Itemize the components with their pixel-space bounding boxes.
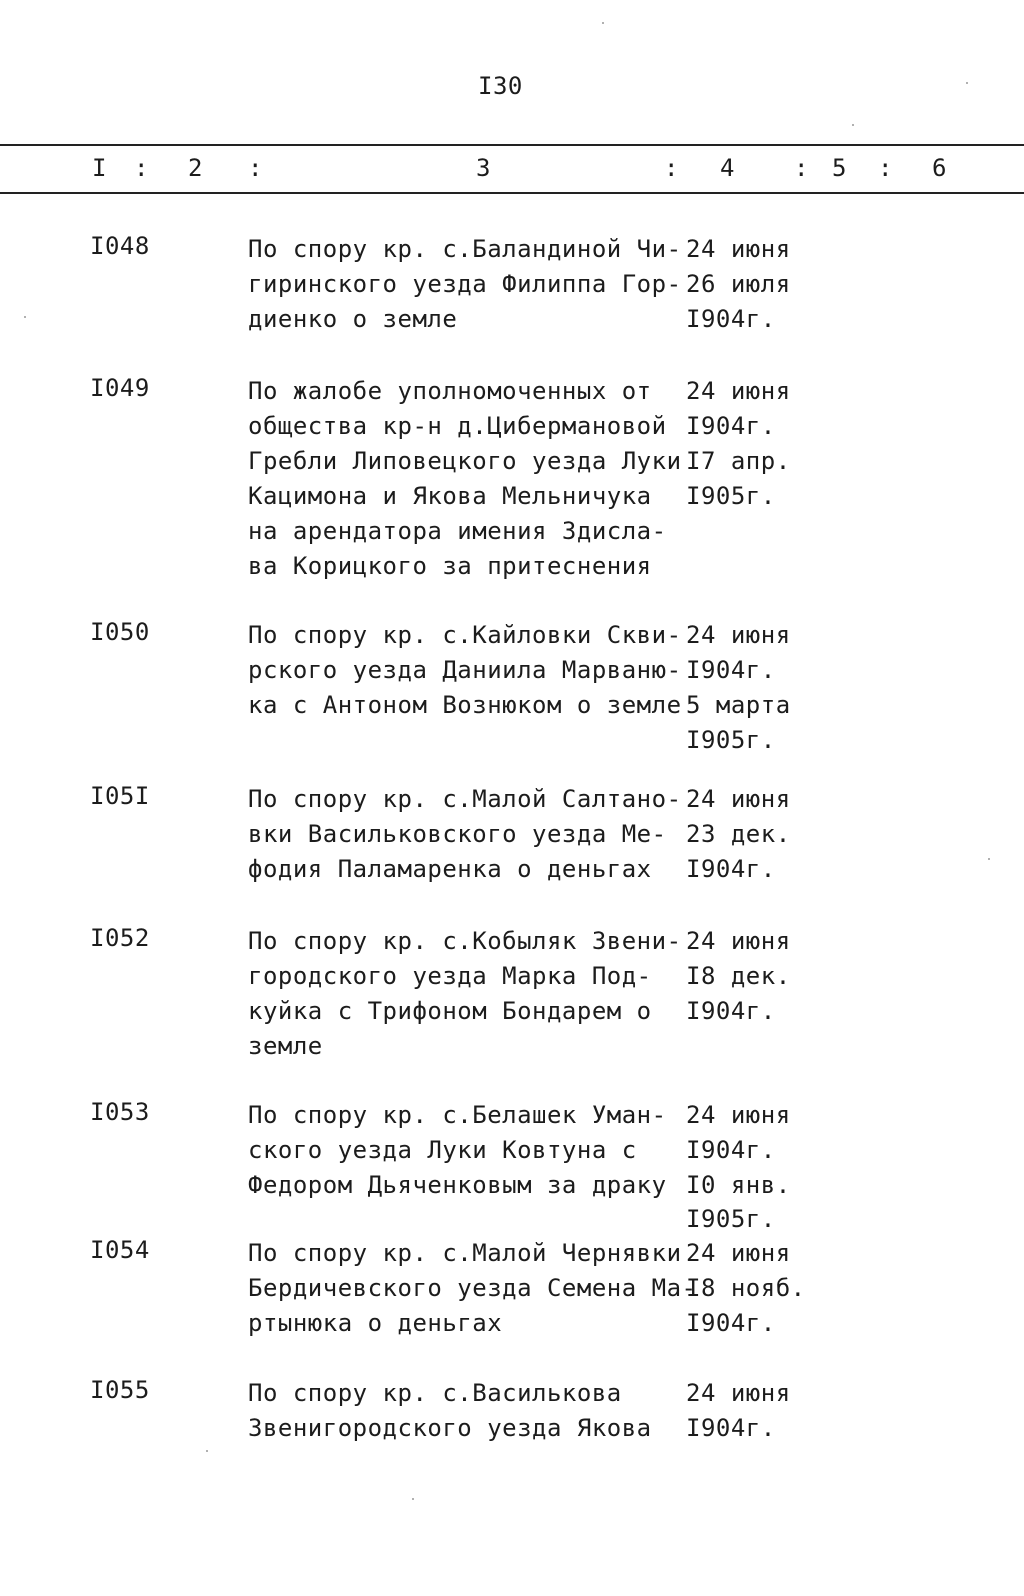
description-line: По спору кр. с.Кайловки Скви-	[248, 621, 682, 649]
date-line: I905г.	[686, 726, 776, 754]
entry-dates	[686, 782, 846, 887]
date-line: 24 июня	[686, 927, 791, 955]
description-line: По жалобе уполномоченных от	[248, 377, 652, 405]
column-separator: :	[664, 154, 679, 182]
description-line: По спору кр. с.Баландиной Чи-	[248, 235, 682, 263]
column-separator: :	[248, 154, 263, 182]
date-line: I904г.	[686, 1414, 776, 1442]
description-line: По спору кр. с.Белашек Уман-	[248, 1101, 667, 1129]
date-line: 24 июня	[686, 785, 791, 813]
date-line: I8 дек.	[686, 962, 791, 990]
scan-speck	[24, 316, 26, 318]
column-separator: :	[134, 154, 149, 182]
date-line: I904г.	[686, 855, 776, 883]
description-line: диенко о земле	[248, 305, 458, 333]
page-number: I30	[478, 72, 523, 100]
description-line: вки Васильковского уезда Ме-	[248, 820, 667, 848]
entry-dates	[686, 1236, 846, 1341]
description-line: земле	[248, 1032, 323, 1060]
date-line: 5 марта	[686, 691, 791, 719]
date-line: I904г.	[686, 1136, 776, 1164]
date-line: I904г.	[686, 1309, 776, 1337]
description-line: Кацимона и Якова Мельничука	[248, 482, 652, 510]
description-line: ва Корицкого за притеснения	[248, 552, 652, 580]
entry-dates	[686, 618, 846, 758]
column-header-4: 4	[720, 154, 735, 182]
date-line: I904г.	[686, 412, 776, 440]
description-line: на арендатора имения Здисла-	[248, 517, 667, 545]
entry-number: I049	[90, 374, 150, 402]
date-line: I905г.	[686, 1205, 776, 1233]
entry-dates	[686, 924, 846, 1029]
entry-dates	[686, 232, 846, 337]
column-header-2: 2	[188, 154, 203, 182]
scan-speck	[988, 858, 990, 860]
description-line: По спору кр. с.Малой Салтано-	[248, 785, 682, 813]
entry-number: I050	[90, 618, 150, 646]
date-line: I905г.	[686, 482, 776, 510]
entry-dates	[686, 1098, 846, 1235]
description-line: общества кр-н д.Цибермановой	[248, 412, 667, 440]
description-line: куйка с Трифоном Бондарем о	[248, 997, 652, 1025]
date-line: 24 июня	[686, 1101, 791, 1129]
entry-dates	[686, 1376, 846, 1446]
date-line: I7 апр.	[686, 447, 791, 475]
date-line: I0 янв.	[686, 1171, 791, 1199]
description-line: гиринского уезда Филиппа Гор-	[248, 270, 682, 298]
date-line: 26 июля	[686, 270, 791, 298]
entry-description	[248, 618, 682, 723]
entry-description	[248, 782, 682, 887]
description-line: Гребли Липовецкого уезда Луки	[248, 447, 682, 475]
column-header-1: I	[92, 154, 107, 182]
date-line: I904г.	[686, 656, 776, 684]
entry-number: I054	[90, 1236, 150, 1264]
scan-speck	[602, 22, 604, 24]
entry-number: I053	[90, 1098, 150, 1126]
date-line: 24 июня	[686, 235, 791, 263]
description-line: ского уезда Луки Ковтуна с	[248, 1136, 637, 1164]
scan-speck	[412, 1498, 414, 1500]
column-separator: :	[878, 154, 893, 182]
entry-number: I048	[90, 232, 150, 260]
date-line: 24 июня	[686, 1379, 791, 1407]
entry-description	[248, 1376, 678, 1446]
date-line: 24 июня	[686, 377, 791, 405]
column-header-6: 6	[932, 154, 947, 182]
entry-description	[248, 1236, 697, 1341]
entry-dates	[686, 374, 846, 514]
column-header-5: 5	[832, 154, 847, 182]
entry-description	[248, 232, 682, 337]
column-separator: :	[794, 154, 809, 182]
description-line: Бердичевского уезда Семена Ма-	[248, 1274, 697, 1302]
description-line: Федором Дьяченковым за драку	[248, 1171, 667, 1199]
header-top-rule	[0, 144, 1024, 146]
description-line: городского уезда Марка Под-	[248, 962, 652, 990]
description-line: По спору кр. с.Малой Чернявки	[248, 1239, 682, 1267]
column-header-3: 3	[476, 154, 491, 182]
date-line: 24 июня	[686, 1239, 791, 1267]
description-line: По спору кр. с.Кобыляк Звени-	[248, 927, 682, 955]
description-line: ка с Антоном Вознюком о земле	[248, 691, 682, 719]
entry-description	[248, 374, 682, 584]
date-line: I904г.	[686, 997, 776, 1025]
date-line: 23 дек.	[686, 820, 791, 848]
scan-speck	[966, 82, 968, 84]
description-line: ртынюка о деньгах	[248, 1309, 503, 1337]
entry-description	[248, 924, 682, 1064]
entry-number: I055	[90, 1376, 150, 1404]
header-bottom-rule	[0, 192, 1024, 194]
description-line: По спору кр. с.Василькова	[248, 1379, 622, 1407]
description-line: фодия Паламаренка о деньгах	[248, 855, 652, 883]
date-line: 24 июня	[686, 621, 791, 649]
date-line: I904г.	[686, 305, 776, 333]
description-line: рского уезда Даниила Марваню-	[248, 656, 682, 684]
date-line: I8 нояб.	[686, 1274, 806, 1302]
scan-speck	[206, 1450, 208, 1452]
description-line: Звенигородского уезда Якова	[248, 1414, 652, 1442]
scan-speck	[852, 124, 854, 126]
entry-number: I05I	[90, 782, 150, 810]
entry-number: I052	[90, 924, 150, 952]
entry-description	[248, 1098, 678, 1203]
